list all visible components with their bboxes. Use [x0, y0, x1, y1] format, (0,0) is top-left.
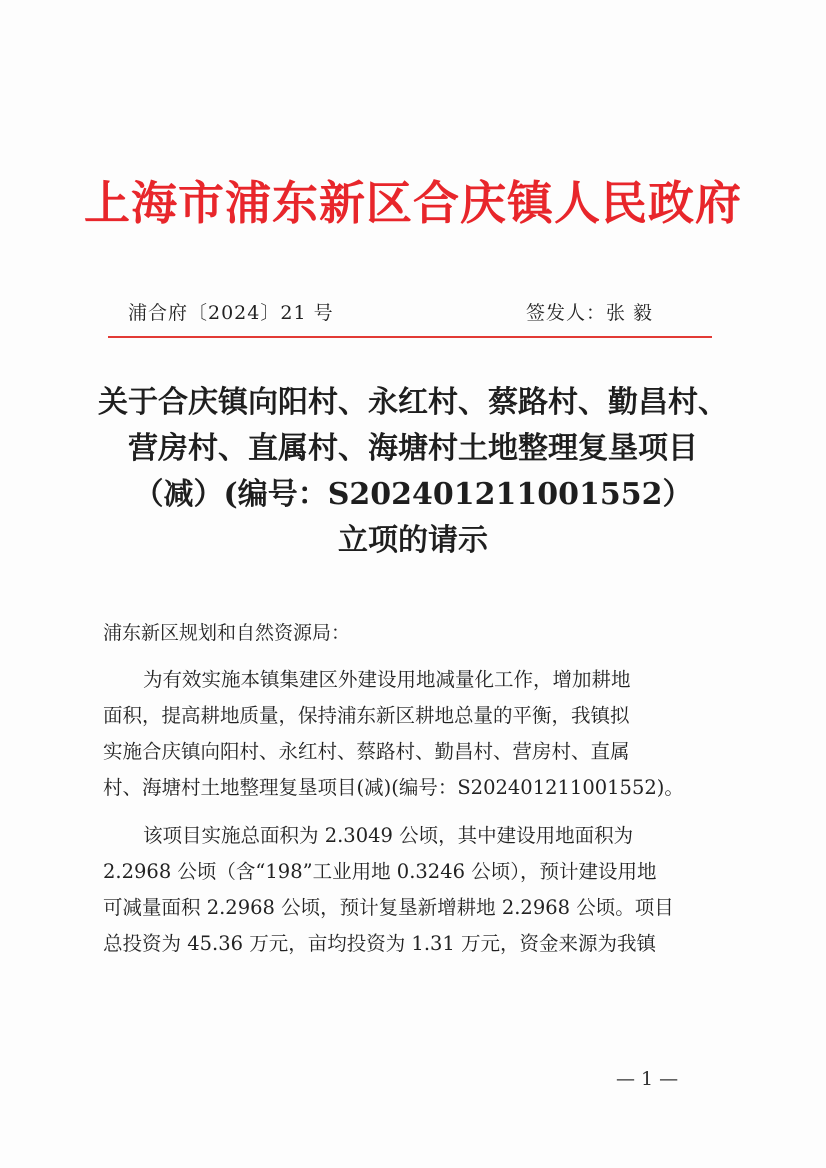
issuing-authority-title: 上海市浦东新区合庆镇人民政府 [84, 176, 742, 230]
addressee: 浦东新区规划和自然资源局： [103, 622, 351, 644]
body-text [103, 662, 703, 962]
paragraph-line: 总投资为 45.36 万元，亩均投资为 1.31 万元，资金来源为我镇 [103, 932, 657, 955]
title-line: 营房村、直属村、海塘村土地整理复垦项目 [128, 431, 698, 466]
signer-line: 签发人：张 毅 [526, 302, 654, 324]
paragraph [103, 818, 703, 962]
title-line: 立项的请示 [338, 523, 488, 558]
paragraph-line: 面积，提高耕地质量，保持浦东新区耕地总量的平衡，我镇拟 [103, 704, 630, 727]
document-title [60, 380, 766, 564]
title-line: （减）(编号：S202401211001552） [133, 477, 693, 512]
paragraph-line: 村、海塘村土地整理复垦项目(减)(编号：S202401211001552)。 [103, 776, 684, 799]
paragraph-line: 2.2968 公顷（含“198”工业用地 0.3246 公顷），预计建设用地 [103, 860, 657, 883]
title-line: 关于合庆镇向阳村、永红村、蔡路村、勤昌村、 [98, 385, 728, 420]
paragraph-line: 该项目实施总面积为 2.3049 公顷，其中建设用地面积为 [143, 824, 634, 847]
page-number: — 1 — [616, 1068, 679, 1090]
document-number: 浦合府〔2024〕21 号 [128, 302, 334, 324]
red-separator-rule [108, 336, 712, 338]
paragraph-line: 实施合庆镇向阳村、永红村、蔡路村、勤昌村、营房村、直属 [103, 740, 630, 763]
paragraph-line: 可减量面积 2.2968 公顷，预计复垦新增耕地 2.2968 公顷。项目 [103, 896, 674, 919]
paragraph-spacer [103, 806, 703, 818]
paragraph [103, 662, 703, 806]
paragraph-line: 为有效实施本镇集建区外建设用地减量化工作，增加耕地 [143, 668, 631, 691]
